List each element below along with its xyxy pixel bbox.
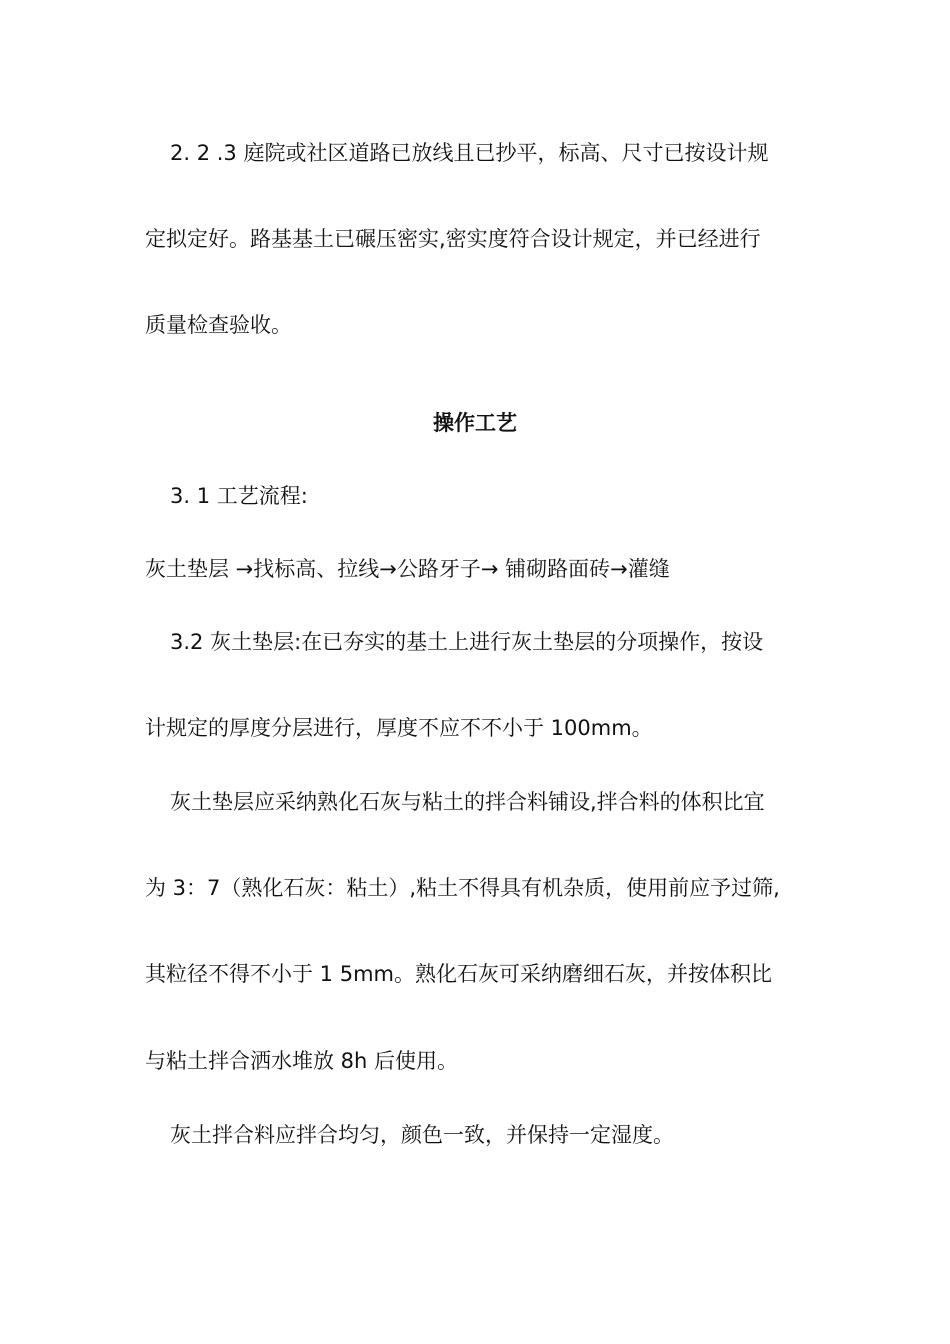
step-3-1-heading: 3. 1 工艺流程: (170, 484, 308, 508)
uniform-paragraph-line-1: 灰土拌合料应拌合均匀，颜色一致，并保持一定湿度。 (170, 1123, 674, 1147)
step-3-2-line-2: 计规定的厚度分层进行，厚度不应不不小于 100mm。 (145, 716, 653, 740)
mix-paragraph-line-2: 为 3：7（熟化石灰：粘土）,粘土不得具有机杂质，使用前应予过筛, (145, 876, 780, 900)
mix-paragraph-line-1: 灰土垫层应采纳熟化石灰与粘土的拌合料铺设,拌合料的体积比宜 (170, 790, 765, 814)
paragraph-2-2-3-line-1: 2. 2 .3 庭院或社区道路已放线且已抄平，标高、尺寸已按设计规 (170, 141, 769, 165)
process-flow-line: 灰土垫层 →找标高、拉线→公路牙子→ 铺砌路面砖→灌缝 (145, 557, 670, 581)
section-title: 操作工艺 (433, 411, 517, 435)
step-3-2-line-1: 3.2 灰土垫层:在已夯实的基土上进行灰土垫层的分项操作，按设 (170, 630, 764, 654)
paragraph-2-2-3-line-3: 质量检查验收。 (145, 313, 292, 337)
mix-paragraph-line-3: 其粒径不得不小于 1 5mm。熟化石灰可采纳磨细石灰，并按体积比 (145, 962, 772, 986)
mix-paragraph-line-4: 与粘土拌合洒水堆放 8h 后使用。 (145, 1049, 459, 1073)
paragraph-2-2-3-line-2: 定拟定好。路基基土已碾压密实,密实度符合设计规定，并已经进行 (145, 227, 761, 251)
